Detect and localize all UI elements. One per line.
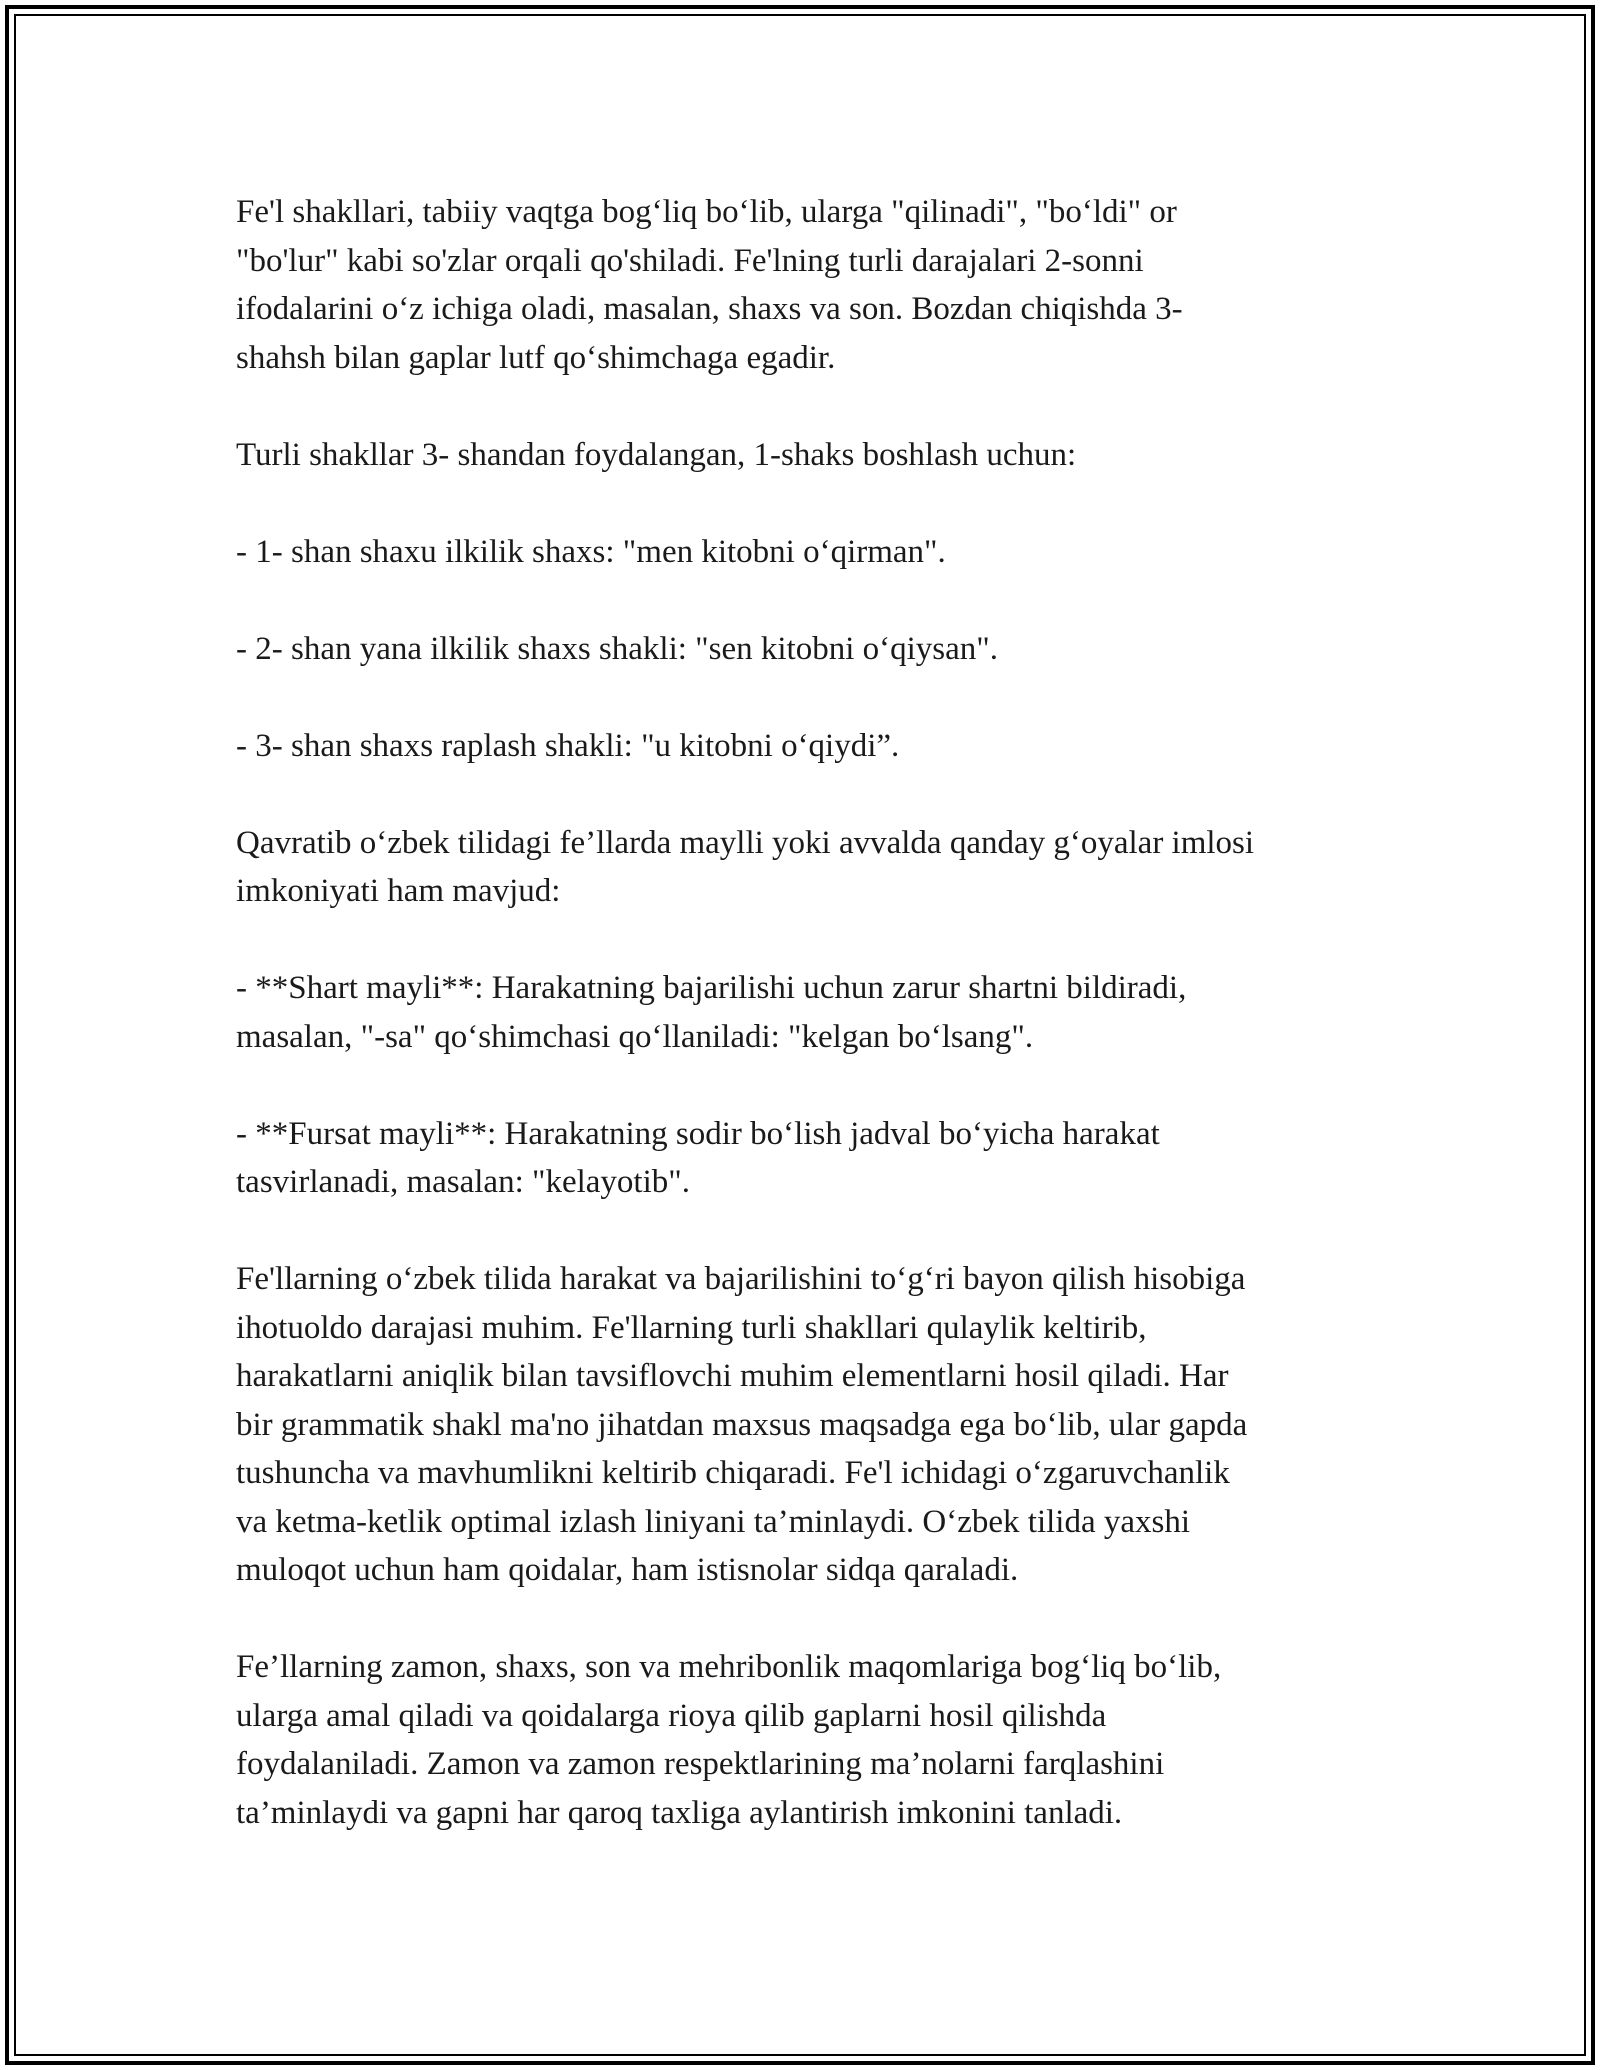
document-body (236, 188, 1376, 1837)
list-item-third-person: - 3- shan shaxs raplash shakli: "u kitobni o‘qiydi”. (236, 727, 900, 764)
list-item-shart-mayli: - **Shart mayli**: Harakatning bajarilishi uchun zarur shartni bildiradi, masalan, "-sa" qo‘shimchasi qo‘llaniladi: "kelgan bo‘lsang". (236, 970, 1187, 1055)
paragraph-forms-lead: Turli shakllar 3- shandan foydalangan, 1-shaks boshlash uchun: (236, 436, 1077, 473)
paragraph-importance: Fe'llarning o‘zbek tilida harakat va bajarilishini to‘g‘ri bayon qilish hisobiga ihotuoldo darajasi muhim. Fe'llarning turli shakllari qulaylik keltirib, harakatlarni aniqlik bilan tavsiflovchi muhim elementlarni hosil qiladi. Har bir grammatik shakl ma'no jihatdan maxsus maqsadga ega bo‘lib, ular gapda tushuncha va mavhumlikni keltirib chiqaradi. Fe'l ichidagi o‘zgaruvchanlik va ketma-ketlik optimal izlash liniyani ta’minlaydi. O‘zbek tilida yaxshi muloqot uchun ham qoidalar, ham istisnolar sidqa qaraladi. (236, 1261, 1248, 1588)
list-item-first-person: - 1- shan shaxu ilkilik shaxs: "men kitobni o‘qirman". (236, 533, 946, 570)
list-item-fursat-mayli: - **Fursat mayli**: Harakatning sodir bo‘lish jadval bo‘yicha harakat tasvirlanadi, masalan: "kelayotib". (236, 1115, 1160, 1200)
list-item-second-person: - 2- shan yana ilkilik shaxs shakli: "sen kitobni o‘qiysan". (236, 630, 999, 667)
paragraph-moods-lead: Qavratib o‘zbek tilidagi fe’llarda maylli yoki avvalda qanday g‘oyalar imlosi imkoniyati ham mavjud: (236, 824, 1255, 909)
paragraph-conclusion: Fe’llarning zamon, shaxs, son va mehribonlik maqomlariga bog‘liq bo‘lib, ularga amal qiladi va qoidalarga rioya qilib gaplarni hosil qilishda foydalaniladi. Zamon va zamon respektlarining ma’nolarni farqlashini ta’minlaydi va gapni har qaroq taxliga aylantirish imkonini tanladi. (236, 1649, 1222, 1831)
paragraph-intro: Fe'l shakllari, tabiiy vaqtga bog‘liq bo‘lib, ularga "qilinadi", "bo‘ldi" or "bo'lur" kabi so'zlar orqali qo'shiladi. Fe'lning turli darajalari 2-sonni ifodalarini o‘z ichiga oladi, masalan, shaxs va son. Bozdan chiqishda 3- shahsh bilan gaplar lutf qo‘shimchaga egadir. (236, 194, 1183, 376)
